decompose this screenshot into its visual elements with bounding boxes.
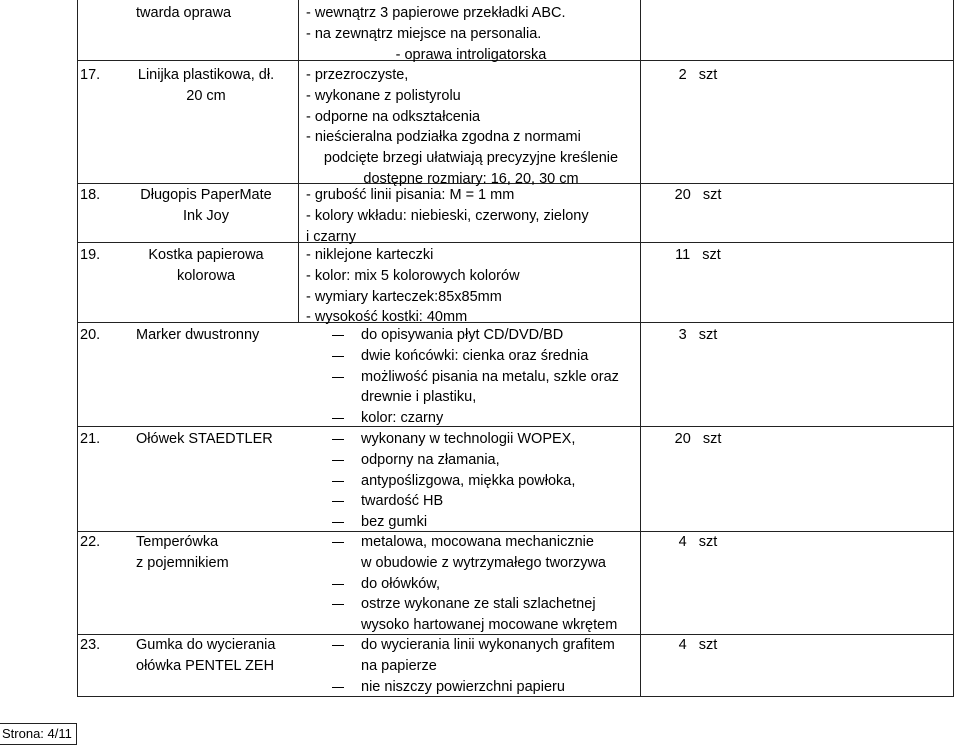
bullet-text: do opisywania płyt CD/DVD/BD [361, 327, 564, 343]
bullet-text: nie niszczy powierzchni papieru [361, 678, 565, 695]
item-quantity: 11 szt [675, 247, 721, 263]
page-indicator: Strona: 4/11 [0, 723, 77, 745]
desc-line: - na zewnątrz miejsce na personalia. [306, 25, 542, 42]
dash-bullet-icon [332, 604, 344, 605]
bullet-text: wykonany w technologii WOPEX, [361, 431, 576, 447]
bullet-text: metalowa, mocowana mechanicznie [361, 534, 594, 550]
bullet-text: możliwość pisania na metalu, szkle oraz [361, 368, 619, 385]
desc-line: - wymiary karteczek:85x85mm [306, 288, 502, 305]
bullet-text: na papierze [361, 657, 437, 674]
item-quantity: 2 szt [678, 67, 718, 83]
bullet-text: drewnie i plastiku, [361, 389, 477, 406]
item-quantity: 20 szt [674, 431, 722, 447]
dash-bullet-icon [332, 501, 344, 502]
item-name-line: z pojemnikiem [136, 554, 229, 571]
item-name [126, 185, 286, 227]
item-name-line: Ink Joy [183, 207, 229, 224]
dash-bullet-icon [332, 645, 344, 646]
desc-line: - odporne na odkształcenia [306, 108, 481, 125]
dash-bullet-icon [332, 460, 344, 461]
item-name [136, 429, 273, 450]
item-name-line: Ołówek STAEDTLER [136, 431, 273, 447]
item-name-line: Marker dwustronny [136, 327, 260, 343]
desc-line: i czarny [306, 228, 356, 245]
item-name-line: Gumka do wycierania [136, 637, 276, 653]
item-quantity: 20 szt [674, 187, 722, 203]
table-col-desc-left [298, 0, 299, 322]
desc-line: - wysokość kostki: 40mm [306, 309, 468, 326]
desc-line: - nieścieralna podziałka zgodna z normami [306, 129, 581, 146]
item-name-line: Kostka papierowa [148, 247, 264, 263]
dash-bullet-icon [332, 418, 344, 419]
item-name-line: ołówka PENTEL ZEH [136, 657, 275, 674]
dash-bullet-icon [332, 439, 344, 440]
item-number: 19. [80, 247, 101, 263]
dash-bullet-icon [332, 522, 344, 523]
item-description [306, 185, 589, 247]
item-number: 22. [80, 534, 101, 550]
item-description [306, 3, 636, 65]
desc-line: - przezroczyste, [306, 67, 409, 83]
item-name [136, 532, 229, 574]
desc-line: - grubość linii pisania: M = 1 mm [306, 187, 515, 203]
item-quantity: 4 szt [678, 534, 718, 550]
bullet-text: bez gumki [361, 514, 428, 531]
desc-line: podcięte brzegi ułatwiają precyzyjne kreślenie [323, 150, 619, 167]
item-description [306, 65, 636, 190]
bullet-text: w obudowie z wytrzymałego tworzywa [361, 554, 606, 571]
dash-bullet-icon [332, 335, 344, 336]
bullet-text: kolor: czarny [361, 410, 444, 427]
item-number: 18. [80, 187, 101, 203]
dash-bullet-icon [332, 377, 344, 378]
bullet-text: do ołówków, [361, 575, 440, 592]
dash-bullet-icon [332, 356, 344, 357]
bullet-text: antypoślizgowa, miękka powłoka, [361, 472, 576, 489]
item-description [306, 245, 520, 328]
item-number: 20. [80, 327, 101, 343]
item-quantity: 4 szt [678, 637, 718, 653]
table-col-qty-left [640, 0, 641, 697]
desc-line: - wykonane z polistyrolu [306, 87, 461, 104]
item-name [126, 245, 286, 287]
item-name-line: 20 cm [186, 87, 226, 104]
item-number: 21. [80, 431, 101, 447]
desc-line: - kolor: mix 5 kolorowych kolorów [306, 267, 520, 284]
table-right-border [953, 0, 954, 697]
table-left-border [77, 0, 78, 697]
desc-line: - oprawa introligatorska [395, 46, 547, 63]
bullet-text: wysoko hartowanej mocowane wkrętem [361, 617, 618, 634]
item-name-line: Temperówka [136, 534, 219, 550]
dash-bullet-icon [332, 481, 344, 482]
item-name-line: Długopis PaperMate [140, 187, 272, 203]
item-quantity: 3 szt [678, 327, 718, 343]
item-name-line: Linijka plastikowa, dł. [137, 67, 275, 83]
item-name [136, 635, 275, 677]
bullet-text: twardość HB [361, 493, 444, 510]
dash-bullet-icon [332, 687, 344, 688]
desc-line: - niklejone karteczki [306, 247, 434, 263]
desc-line: dostępne rozmiary: 16, 20, 30 cm [363, 170, 579, 187]
bullet-text: dwie końcówki: cienka oraz średnia [361, 347, 589, 364]
desc-line: - wewnątrz 3 papierowe przekładki ABC. [306, 5, 566, 21]
dash-bullet-icon [332, 542, 344, 543]
item-name [136, 3, 231, 24]
desc-line: - kolory wkładu: niebieski, czerwony, zielony [306, 207, 589, 224]
bullet-text: do wycierania linii wykonanych grafitem [361, 637, 615, 653]
item-number: 23. [80, 637, 101, 653]
item-name [136, 325, 259, 346]
item-number: 17. [80, 67, 101, 83]
row-divider-20-21 [77, 426, 953, 427]
item-name [126, 65, 286, 107]
item-name-line: kolorowa [176, 267, 236, 284]
item-name-line: twarda oprawa [136, 5, 232, 21]
bullet-text: odporny na złamania, [361, 451, 500, 468]
bullet-text: ostrze wykonane ze stali szlachetnej [361, 596, 596, 613]
dash-bullet-icon [332, 584, 344, 585]
